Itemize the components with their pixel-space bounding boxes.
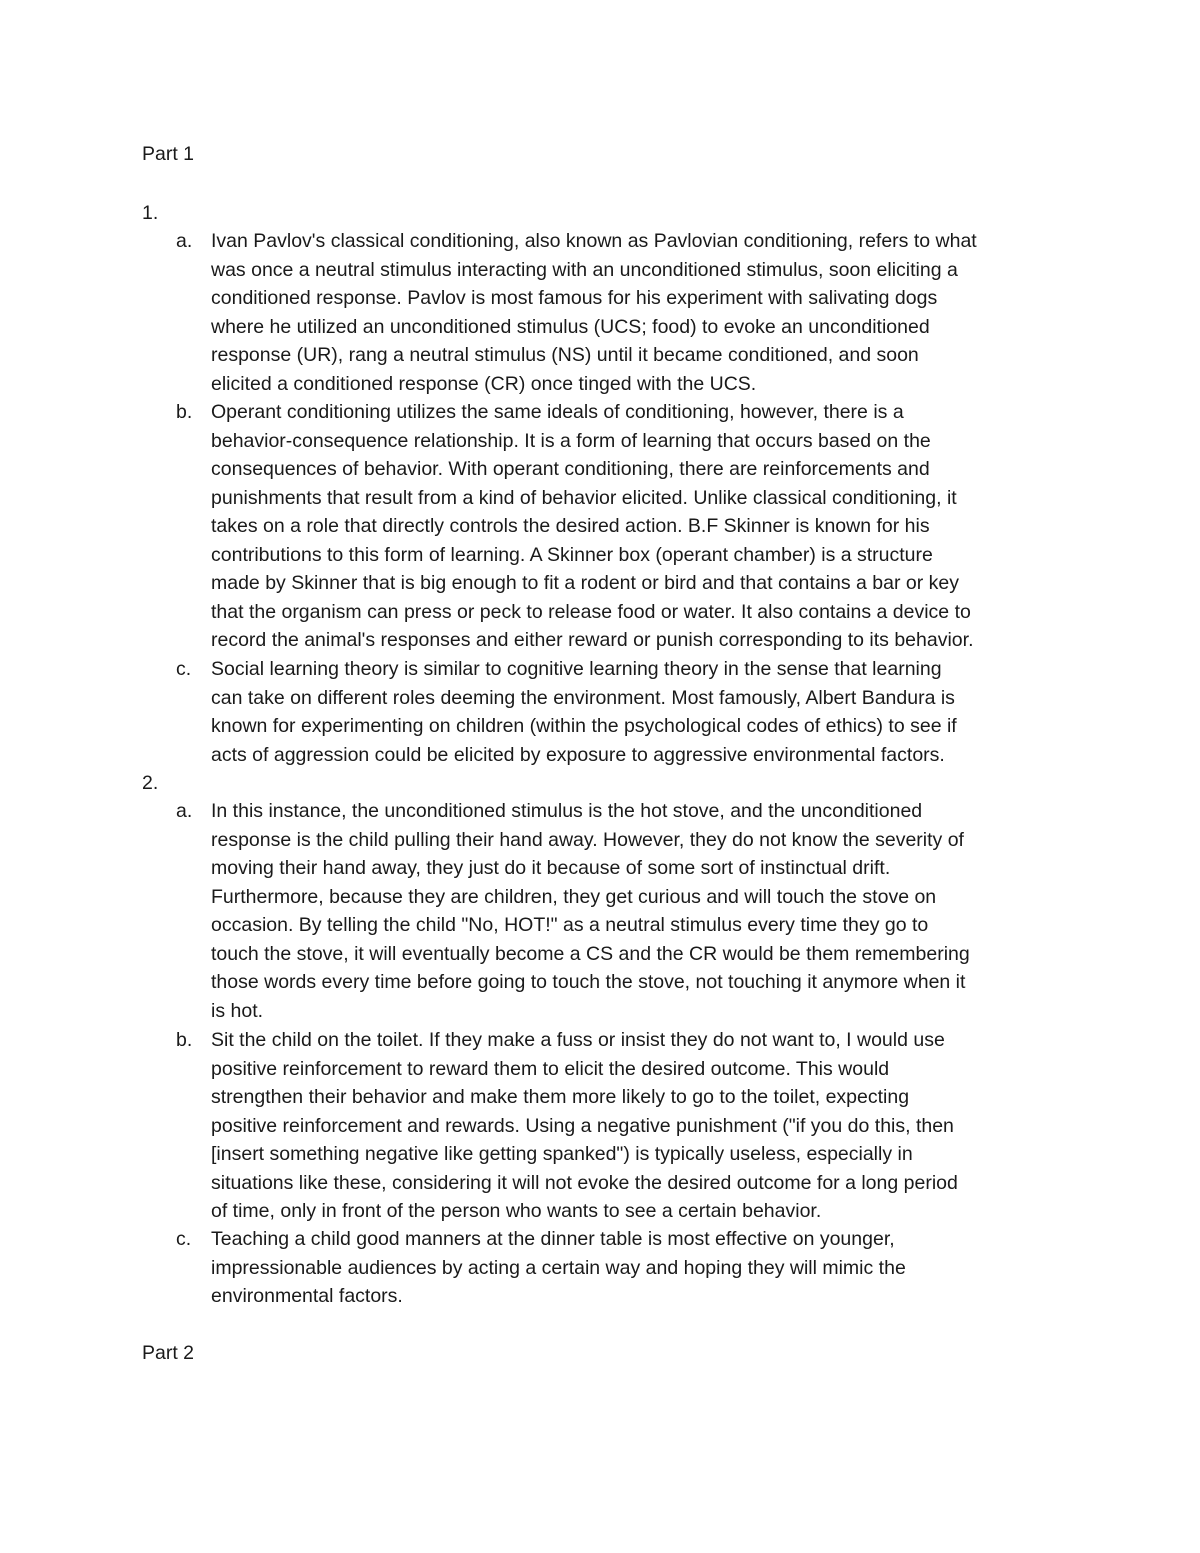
item-text: In this instance, the unconditioned stimulus is the hot stove, and the unconditioned response is the child pulling their hand away. However, they do not know the severity of moving their hand away, they just do it because of some sort of instinctual drift. Furthermore, because they are children, they get curious and will touch the stove on occasion. By telling the child "No, HOT!" as a neutral stimulus every time they go to touch the stove, it will eventually become a CS and the CR would be them remembering those words every time before going to touch the stove, not touching it anymore when it is hot. [211, 800, 970, 1022]
question-2-number: 2. [142, 772, 159, 794]
item-letter: a. [176, 800, 193, 822]
item-text: Teaching a child good manners at the dinner table is most effective on younger, impressionable audiences by acting a certain way and hoping they will mimic the environmental factors. [211, 1228, 906, 1307]
question-1-item-b [176, 398, 1076, 655]
item-letter: b. [176, 401, 193, 423]
question-2-item-b [176, 1026, 1076, 1226]
item-text: Sit the child on the toilet. If they make a fuss or insist they do not want to, I would use positive reinforcement to reward them to elicit the desired outcome. This would strengthen their behavior and make them more likely to go to the toilet, expecting positive reinforcement and rewards. Using a negative punishment ("if you do this, then [insert something negative like getting spanked") is typically useless, especially in situations like these, considering it will not evoke the desired outcome for a long period of time, only in front of the person who wants to see a certain behavior. [211, 1029, 958, 1222]
item-text: Ivan Pavlov's classical conditioning, also known as Pavlovian conditioning, refers to what was once a neutral stimulus interacting with an unconditioned stimulus, soon eliciting a conditioned response. Pavlov is most famous for his experiment with salivating dogs where he utilized an unconditioned stimulus (UCS; food) to evoke an unconditioned response (UR), rang a neutral stimulus (NS) until it became conditioned, and soon elicited a conditioned response (CR) once tinged with the UCS. [211, 230, 977, 395]
question-2-item-c [176, 1225, 1076, 1311]
item-letter: b. [176, 1029, 193, 1051]
item-letter: c. [176, 658, 192, 680]
item-letter: a. [176, 230, 193, 252]
question-1-item-c [176, 655, 1076, 769]
question-1-item-a [176, 227, 1076, 398]
item-text: Social learning theory is similar to cognitive learning theory in the sense that learning can take on different roles deeming the environment. Most famously, Albert Bandura is known for experimenting on children (within the psychological codes of ethics) to see if acts of aggression could be elicited by exposure to aggressive environmental factors. [211, 658, 957, 766]
question-1-number: 1. [142, 202, 159, 224]
item-letter: c. [176, 1228, 192, 1250]
item-text: Operant conditioning utilizes the same ideals of conditioning, however, there is a behavior-consequence relationship. It is a form of learning that occurs based on the consequences of behavior. With operant conditioning, there are reinforcements and punishments that result from a kind of behavior elicited. Unlike classical conditioning, it takes on a role that directly controls the desired action. B.F Skinner is known for his contributions to this form of learning. A Skinner box (operant chamber) is a structure made by Skinner that is big enough to fit a rodent or bird and that contains a bar or key that the organism can press or peck to release food or water. It also contains a device to record the animal's responses and either reward or punish corresponding to its behavior. [211, 401, 974, 651]
part2-heading: Part 2 [142, 1342, 195, 1364]
question-2-item-a [176, 797, 1076, 1025]
part1-heading: Part 1 [142, 143, 195, 165]
